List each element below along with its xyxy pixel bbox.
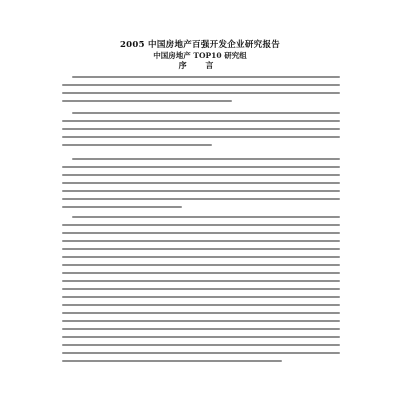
text-line (62, 280, 340, 282)
text-line (62, 198, 340, 200)
text-line (62, 320, 340, 322)
text-line (62, 92, 340, 94)
document-subtitle: 中国房地产 TOP10 研究组 (153, 51, 247, 60)
text-line (62, 352, 340, 354)
text-line (62, 190, 340, 192)
preface-heading: 序 言 (178, 60, 222, 70)
text-line (62, 144, 212, 146)
text-line (62, 240, 340, 242)
text-line (62, 136, 340, 138)
text-line (62, 128, 340, 130)
text-line (62, 272, 340, 274)
text-line (62, 312, 340, 314)
text-line (62, 296, 340, 298)
text-line (62, 206, 182, 208)
text-line (62, 166, 340, 168)
text-line (62, 248, 340, 250)
text-line (62, 174, 340, 176)
text-line (72, 216, 340, 218)
text-line (72, 76, 340, 78)
text-line (62, 288, 340, 290)
text-line (62, 336, 340, 338)
text-line (62, 100, 232, 102)
text-line (62, 224, 340, 226)
document-title: 2005 中国房地产百强开发企业研究报告 (119, 40, 281, 50)
text-line (72, 158, 340, 160)
text-line (62, 328, 340, 330)
text-line (62, 182, 340, 184)
text-line (62, 232, 340, 234)
text-line (62, 256, 340, 258)
text-line (62, 120, 340, 122)
text-line (62, 84, 340, 86)
text-line (72, 112, 340, 114)
text-line (62, 344, 340, 346)
text-line (62, 304, 340, 306)
text-line (62, 264, 340, 266)
text-line (62, 360, 282, 362)
